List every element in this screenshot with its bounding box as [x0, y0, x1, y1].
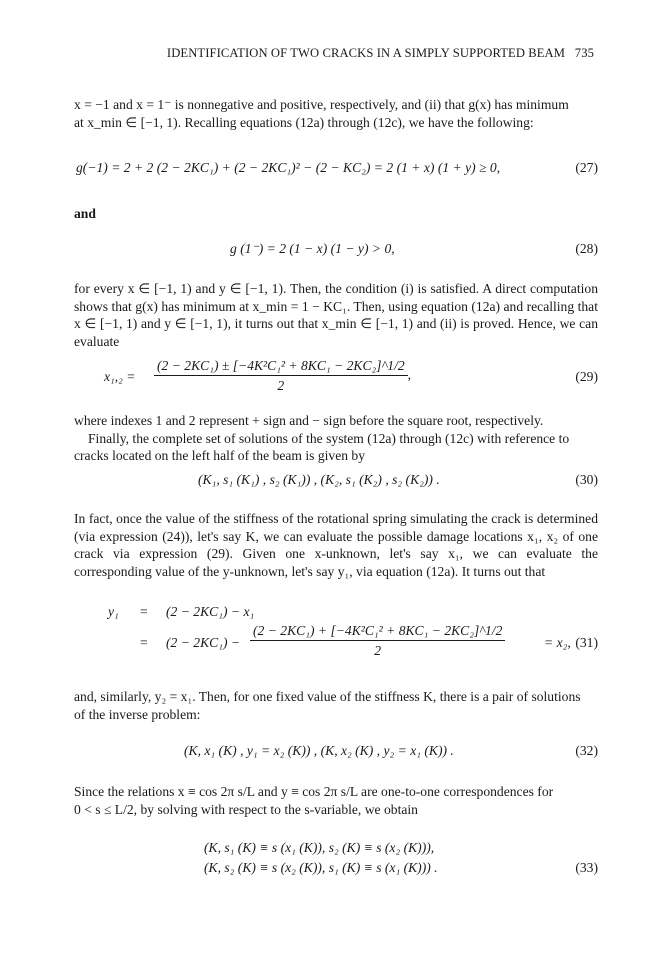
paragraph-1-line-1: x = −1 and x = 1⁻ is nonnegative and positive, respectively, and (ii) that g(x) has minimum — [74, 97, 569, 112]
paragraph-5-line-1: and, similarly, y₂ = x₁. Then, for one fixed value of the stiffness K, there is a pair of solutions — [74, 689, 581, 704]
equation-31-line-1-equals: = — [140, 604, 148, 619]
paragraph-1-line-2: at x_min ∈ [−1, 1). Recalling equations (12a) through (12c), we have the following: — [74, 114, 534, 130]
equation-30 — [74, 472, 598, 492]
paragraph-3-line-2: Finally, the complete set of solutions of the system (12a) through (12c) with reference to — [88, 430, 570, 446]
paragraph-1 — [74, 96, 598, 131]
equation-31-number: (31) — [575, 635, 598, 650]
paragraph-6-line-2: 0 < s ≤ L/2, by solving with respect to the s-variable, we obtain — [74, 801, 418, 817]
equation-31-line-2-lead: (2 − 2KC₁) − — [166, 635, 241, 650]
equation-29-denominator: 2 — [277, 378, 285, 393]
equation-32-number: (32) — [575, 743, 598, 758]
equation-28-number: (28) — [575, 241, 598, 256]
equation-27-number: (27) — [575, 160, 598, 175]
equation-28 — [74, 241, 598, 261]
equation-31-denominator: 2 — [374, 643, 382, 658]
equation-31-tail: = x₂, — [544, 635, 571, 650]
equation-31-line-1-lhs: y₁ — [108, 604, 119, 619]
paragraph-6 — [74, 783, 598, 818]
equation-32-body: (K, x₁ (K) , y₁ = x₂ (K)) , (K, x₂ (K) , y₂ = x₁ (K)) . — [184, 743, 454, 758]
equation-33-line-2: (K, s₂ (K) ≡ s (x₂ (K)), s₁ (K) ≡ s (x₁ (K))) . — [204, 860, 438, 875]
equation-29 — [74, 358, 598, 400]
running-title: IDENTIFICATION OF TWO CRACKS IN A SIMPLY SUPPORTED BEAM — [166, 46, 566, 60]
equation-29-number: (29) — [575, 369, 598, 384]
equation-31 — [74, 604, 598, 664]
equation-31-fraction — [250, 623, 505, 659]
running-header — [0, 46, 594, 61]
equation-30-body: (K₁, s₁ (K₁) , s₂ (K₁)) , (K₂, s₁ (K₂) , s₂ (K₂)) . — [198, 472, 440, 487]
and-label: and — [74, 206, 96, 221]
equation-32 — [74, 743, 598, 763]
equation-33-number: (33) — [575, 860, 598, 875]
equation-31-line-1-rhs: (2 − 2KC₁) − x₁ — [166, 604, 255, 619]
paragraph-2: for every x ∈ [−1, 1) and y ∈ [−1, 1). Then, the condition (i) is satisfied. A direct computation shows that g(x) has minimum at x_min = 1 − KC₁. Then, using equation (12a) and recalling that x ∈ [−1, 1) and y ∈ [−1, 1), it turns out that x_min ∈ [−1, 1) and (ii) is proved. Hence, we can evaluate — [74, 281, 598, 349]
equation-29-numerator: (2 − 2KC₁) ± [−4K²C₁² + 8KC₁ − 2KC₂]^1/2 — [154, 358, 408, 376]
equation-30-number: (30) — [575, 472, 598, 487]
equation-31-line-2-equals: = — [140, 635, 148, 650]
equation-33 — [74, 840, 598, 882]
paragraph-3 — [74, 412, 598, 465]
equation-27 — [74, 160, 598, 180]
equation-31-numerator: (2 − 2KC₁) + [−4K²C₁² + 8KC₁ − 2KC₂]^1/2 — [250, 623, 505, 641]
equation-28-body: g (1⁻) = 2 (1 − x) (1 − y) > 0, — [230, 241, 395, 256]
paragraph-3-line-3: cracks located on the left half of the beam is given by — [74, 448, 366, 463]
paragraph-3-line-1: where indexes 1 and 2 represent + sign and − sign before the square root, respectively. — [74, 413, 544, 428]
paragraph-5 — [74, 688, 598, 723]
paragraph-5-line-2: of the inverse problem: — [74, 706, 201, 722]
equation-29-fraction: $\frac{\text{(2 − 2KC₁) ± [−4K²C₁² + 8KC₁ − 2KC₂]\textasciicircum{}1/2}}{2}$ , — [154, 358, 411, 394]
equation-29-lhs: x₁,₂ = — [104, 369, 136, 384]
paragraph-4: In fact, once the value of the stiffness of the rotational spring simulating the crack is determined (via expression (24)), let's say K, we can evaluate the possible damage locations x₁, x₂ of one crack via expression (29). Given one x-unknown, let's say x₁, we can evaluate the corresponding value of the y-unknown, let's say y₁, via equation (12a). It turns out that — [74, 511, 598, 579]
equation-33-line-1: (K, s₁ (K) ≡ s (x₁ (K)), s₂ (K) ≡ s (x₂ (K))), — [204, 840, 435, 855]
paragraph-6-line-1: Since the relations x ≡ cos 2π s/L and y ≡ cos 2π s/L are one-to-one correspondences for — [74, 784, 554, 799]
equation-27-body: g(−1) = 2 + 2 (2 − 2KC₁) + (2 − 2KC₁)² − (2 − KC₂) = 2 (1 + x) (1 + y) ≥ 0, — [76, 160, 501, 175]
page-number: 735 — [574, 46, 594, 60]
